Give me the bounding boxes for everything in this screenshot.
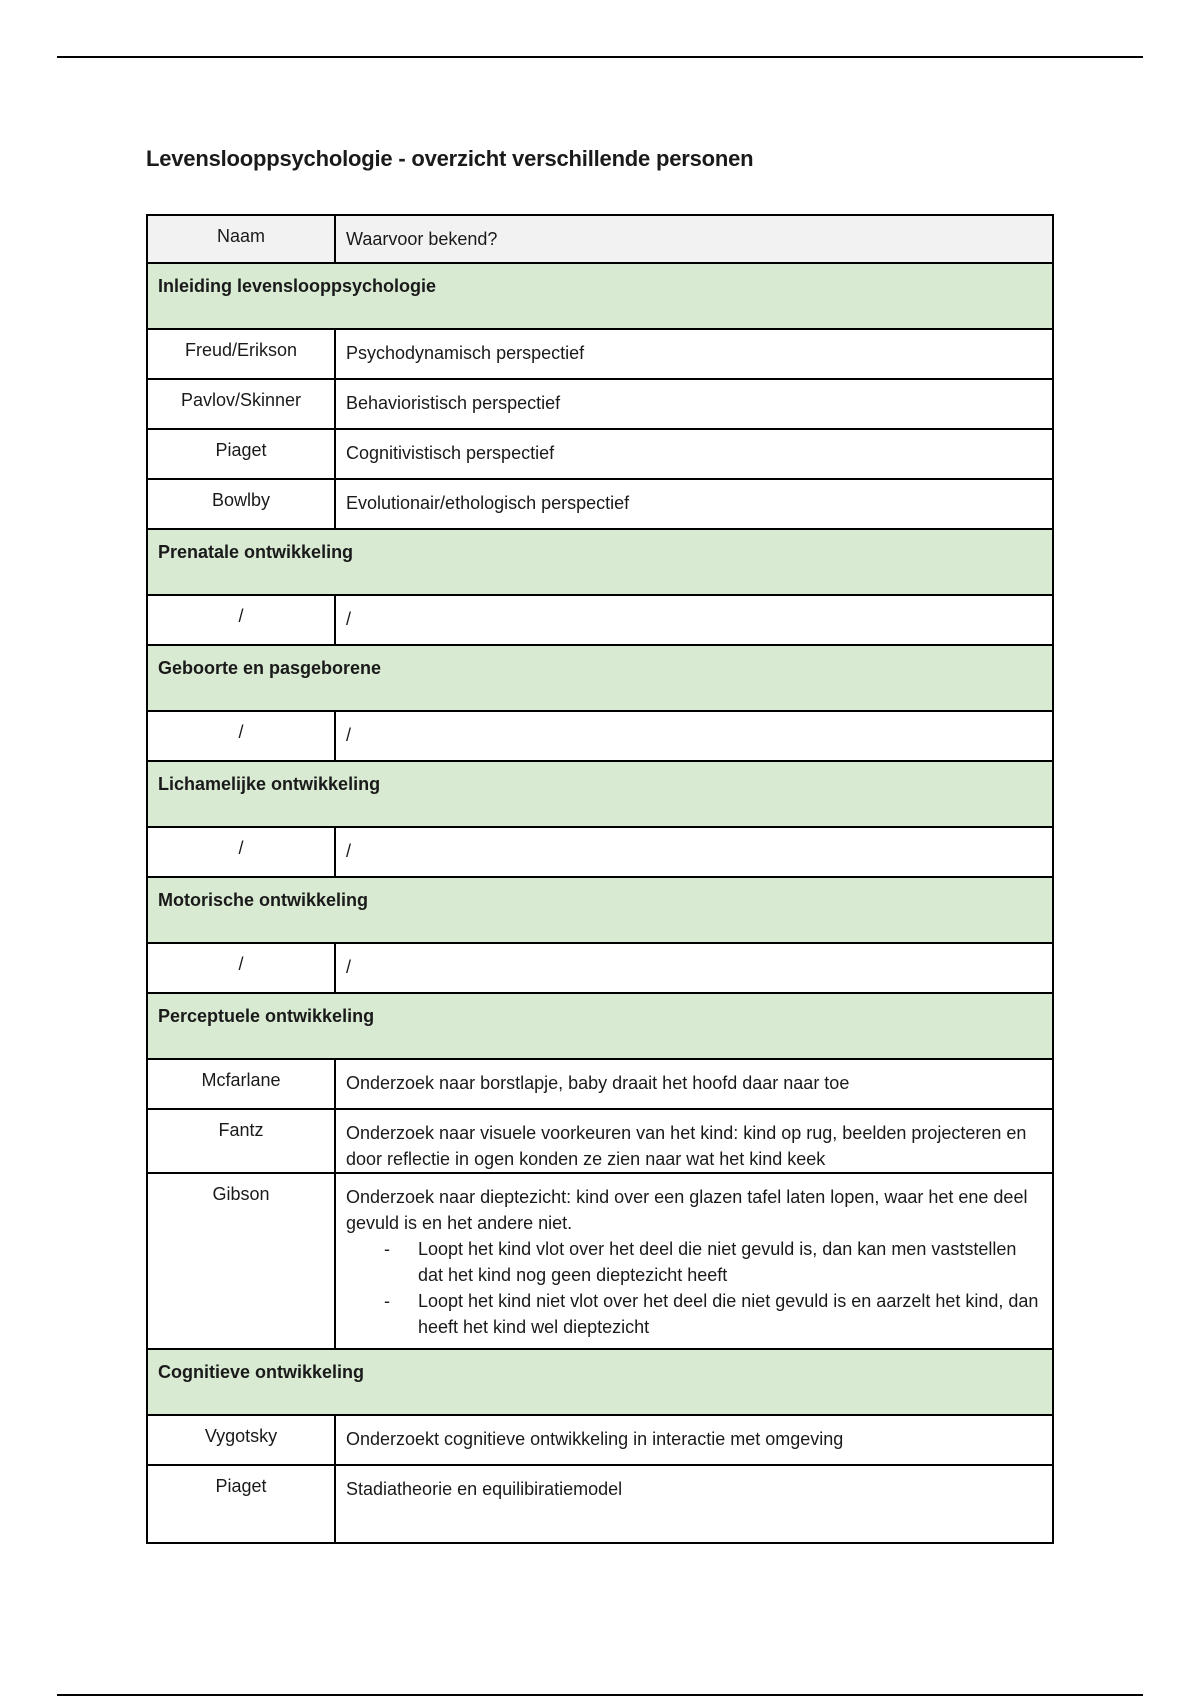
header-name-cell: Naam bbox=[147, 215, 335, 263]
table-row bbox=[147, 429, 1053, 479]
table-row bbox=[147, 1173, 1053, 1349]
section-row bbox=[147, 761, 1053, 827]
person-description-cell bbox=[335, 1173, 1053, 1349]
table-row bbox=[147, 1415, 1053, 1465]
person-description: Stadiatheorie en equilibiratiemodel bbox=[335, 1465, 1053, 1543]
person-description: Cognitivistisch perspectief bbox=[335, 429, 1053, 479]
person-name: Mcfarlane bbox=[147, 1059, 335, 1109]
person-description: Psychodynamisch perspectief bbox=[335, 329, 1053, 379]
person-description: Onderzoek naar dieptezicht: kind over een glazen tafel laten lopen, waar het ene deel gevuld is en het andere niet. bbox=[346, 1187, 1028, 1233]
person-description: Onderzoek naar borstlapje, baby draait het hoofd daar naar toe bbox=[335, 1059, 1053, 1109]
table-row bbox=[147, 329, 1053, 379]
person-name: Freud/Erikson bbox=[147, 329, 335, 379]
person-description: Behavioristisch perspectief bbox=[335, 379, 1053, 429]
table-row bbox=[147, 479, 1053, 529]
person-name: Piaget bbox=[147, 1465, 335, 1543]
table-row bbox=[147, 711, 1053, 761]
bullet-list bbox=[346, 1236, 1042, 1340]
table-row bbox=[147, 1059, 1053, 1109]
section-title: Geboorte en pasgeborene bbox=[147, 645, 1053, 711]
section-title: Motorische ontwikkeling bbox=[147, 877, 1053, 943]
person-description: Onderzoekt cognitieve ontwikkeling in interactie met omgeving bbox=[335, 1415, 1053, 1465]
person-description: Evolutionair/ethologisch perspectief bbox=[335, 479, 1053, 529]
table-header-row bbox=[147, 215, 1053, 263]
table-row bbox=[147, 379, 1053, 429]
person-name: / bbox=[147, 711, 335, 761]
person-name: Fantz bbox=[147, 1109, 335, 1173]
table-row bbox=[147, 1109, 1053, 1173]
person-description: / bbox=[335, 827, 1053, 877]
section-row bbox=[147, 529, 1053, 595]
person-name: / bbox=[147, 943, 335, 993]
person-name: Pavlov/Skinner bbox=[147, 379, 335, 429]
table-row bbox=[147, 595, 1053, 645]
header-description-cell: Waarvoor bekend? bbox=[335, 215, 1053, 263]
person-description: / bbox=[335, 711, 1053, 761]
section-title: Cognitieve ontwikkeling bbox=[147, 1349, 1053, 1415]
person-name: Gibson bbox=[147, 1173, 335, 1349]
bullet-item: - Loopt het kind niet vlot over het deel die niet gevuld is en aarzelt het kind, dan heeft het kind wel dieptezicht bbox=[384, 1288, 1042, 1340]
section-title: Prenatale ontwikkeling bbox=[147, 529, 1053, 595]
table-row bbox=[147, 943, 1053, 993]
person-description: Onderzoek naar visuele voorkeuren van het kind: kind op rug, beelden projecteren en door reflectie in ogen konden ze zien naar wat het kind keek bbox=[335, 1109, 1053, 1173]
section-title: Lichamelijke ontwikkeling bbox=[147, 761, 1053, 827]
page-title: Levenslooppsychologie - overzicht verschillende personen bbox=[146, 146, 754, 171]
section-title: Inleiding levenslooppsychologie bbox=[147, 263, 1053, 329]
person-name: Piaget bbox=[147, 429, 335, 479]
person-name: / bbox=[147, 827, 335, 877]
person-name: Vygotsky bbox=[147, 1415, 335, 1465]
table-row bbox=[147, 827, 1053, 877]
person-description: / bbox=[335, 943, 1053, 993]
person-name: Bowlby bbox=[147, 479, 335, 529]
section-title: Perceptuele ontwikkeling bbox=[147, 993, 1053, 1059]
person-description: / bbox=[335, 595, 1053, 645]
section-row bbox=[147, 993, 1053, 1059]
person-name: / bbox=[147, 595, 335, 645]
section-row bbox=[147, 645, 1053, 711]
table-row bbox=[147, 1465, 1053, 1543]
overview-table bbox=[146, 214, 1054, 1544]
bullet-item: - Loopt het kind vlot over het deel die niet gevuld is, dan kan men vaststellen dat het kind nog geen dieptezicht heeft bbox=[384, 1236, 1042, 1288]
header-rule bbox=[57, 56, 1143, 58]
section-row bbox=[147, 877, 1053, 943]
section-row bbox=[147, 1349, 1053, 1415]
footer-rule bbox=[57, 1694, 1143, 1696]
section-row bbox=[147, 263, 1053, 329]
